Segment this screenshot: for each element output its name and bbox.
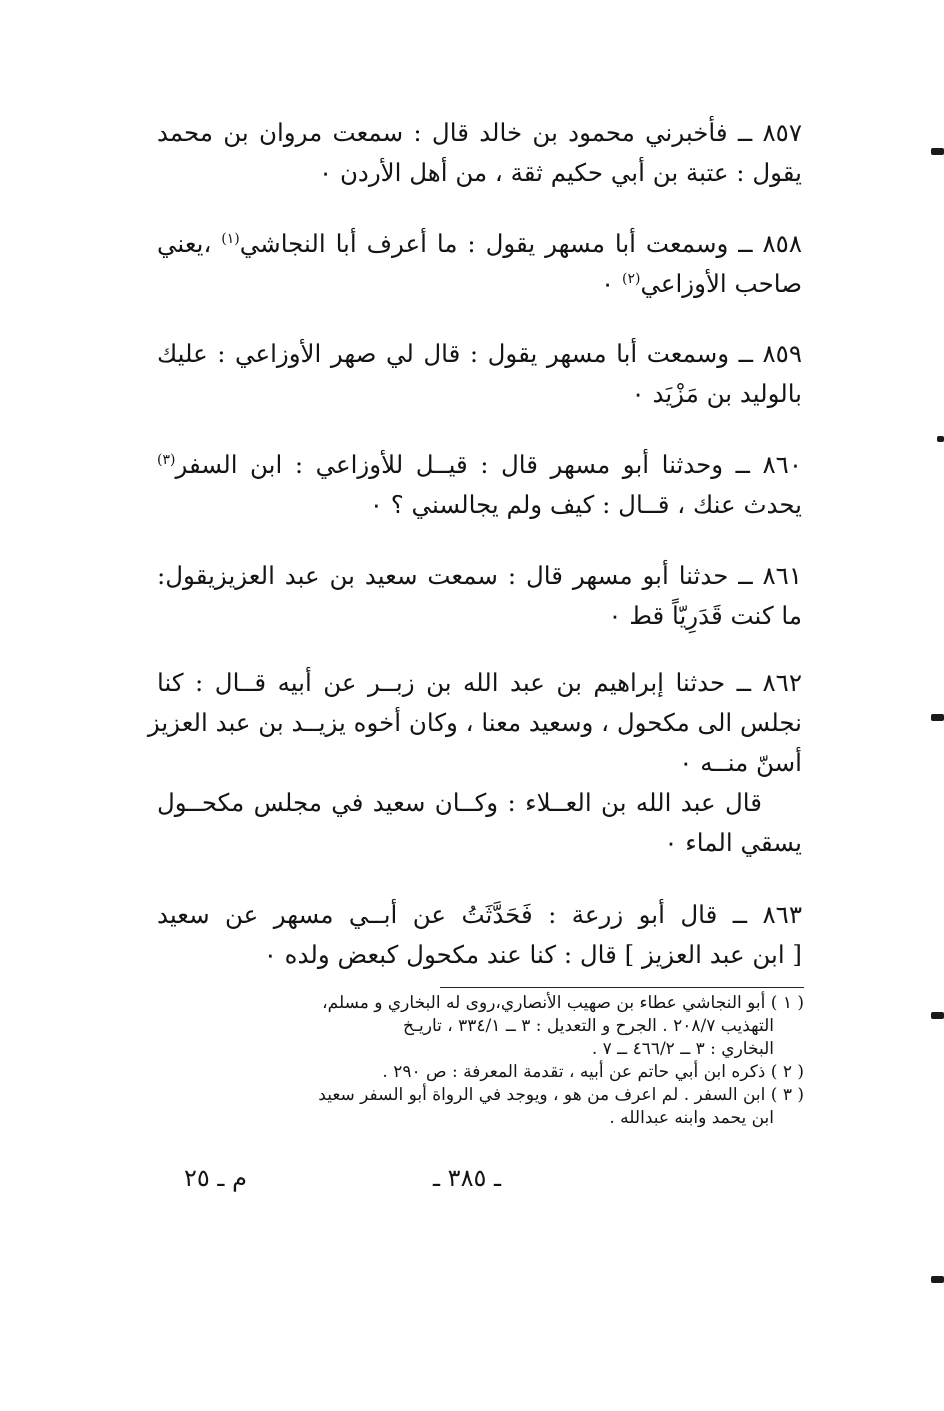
- entry-line: ٨٦٢ ــ حدثنا إبراهيم بن عبد الله بن زبــر عن أبيه قــال : كنا: [157, 668, 802, 697]
- entry-line: ٨٦٣ ــ قال أبو زرعة : فَحَدَّثَتُ عن أبــي مسهر عن سعيد: [157, 900, 802, 929]
- entry-line: نجلس الى مكحول ، وسعيد معنا ، وكان أخوه يزيــد بن عبد العزيز: [147, 708, 802, 737]
- entry-859: [157, 334, 802, 414]
- scan-edge-mark: [931, 1012, 944, 1019]
- footnote-line: ابن يحمد وابنه عبدالله .: [609, 1108, 774, 1128]
- footnote-2: [154, 1061, 804, 1084]
- footnote-1: [154, 992, 804, 1061]
- entry-line: ٨٥٩ ــ وسمعت أبا مسهر يقول : قال لي صهر الأوزاعي : عليك: [157, 339, 802, 368]
- entry-863: [157, 895, 802, 975]
- footnotes: [154, 992, 804, 1130]
- scan-edge-mark: [937, 436, 944, 442]
- entry-857: [157, 113, 802, 193]
- page-number: ـ ٣٨٥ ـ: [433, 1164, 502, 1192]
- entry-text: ٨٥٨ ــ وسمعت أبا مسهر يقول : ما أعرف أبا النجاشي: [239, 229, 802, 258]
- entry-line: ما كنت قَدَرِيّاً قط ٠: [608, 601, 802, 630]
- entry-858: [157, 224, 802, 304]
- entry-line: يحدث عنك ، قــال : كيف ولم يجالسني ؟ ٠: [369, 490, 802, 519]
- footnote-line: ( ٢ ) ذكره ابن أبي حاتم عن أبيه ، تقدمة المعرفة : ص ٢٩٠ .: [382, 1062, 804, 1082]
- entry-line: بالوليد بن مَزْيَد ٠: [631, 379, 802, 408]
- entry-line: [157, 445, 802, 485]
- footnote-reference: (٢): [621, 270, 641, 287]
- entry-line: [ ابن عبد العزيز ] قال : كنا عند مكحول كبعض ولده ٠: [263, 940, 802, 969]
- signature-mark: م ـ ٢٥: [184, 1164, 247, 1192]
- footnote-line: البخاري : ٣ ــ ٤٦٦/٢ ــ ٧ .: [591, 1039, 774, 1059]
- entry-line: ٨٦١ ــ حدثنا أبو مسهر قال : سمعت سعيد بن عبد العزيزيقول:: [157, 561, 802, 590]
- page-footer: [0, 1164, 944, 1198]
- entry-line: ٨٥٧ ــ فأخبرني محمود بن خالد قال : سمعت مروان بن محمد: [157, 118, 802, 147]
- scan-edge-mark: [931, 714, 944, 721]
- footnote-line: ( ١ ) أبو النجاشي عطاء بن صهيب الأنصاري،روى له البخاري و مسلم،: [322, 993, 804, 1013]
- entry-text: ٠: [601, 269, 622, 298]
- entry-862: [147, 663, 802, 863]
- entry-text: ٨٦٠ ــ وحدثنا أبو مسهر قال : قيــل للأوزاعي : ابن السفر: [175, 450, 802, 479]
- scan-edge-mark: [931, 148, 944, 155]
- entry-860: [157, 445, 802, 525]
- entry-text: صاحب الأوزاعي: [640, 269, 802, 298]
- footnote-3: [154, 1084, 804, 1130]
- entry-line: قال عبد الله بن العــلاء : وكــان سعيد في مجلس مكحــول: [157, 788, 762, 817]
- scan-edge-mark: [931, 1276, 944, 1283]
- entry-line: [157, 264, 802, 304]
- footnote-reference: (١): [221, 230, 240, 247]
- footnote-divider: [440, 987, 804, 988]
- entry-line: يسقي الماء ٠: [664, 828, 802, 857]
- footnote-reference: (٣): [157, 451, 176, 468]
- entry-line: أسنّ منــه ٠: [679, 748, 802, 777]
- entry-text: ،يعني: [157, 229, 222, 258]
- entry-line: [157, 224, 802, 264]
- footnote-line: التهذيب ٢٠٨/٧ . الجرح و التعديل : ٣ ــ ٣٣٤/١ ، تاريـخ: [403, 1016, 774, 1036]
- entry-line: يقول : عتبة بن أبي حكيم ثقة ، من أهل الأردن ٠: [318, 158, 802, 187]
- entry-861: [157, 556, 802, 636]
- footnote-line: ( ٣ ) ابن السفر . لم اعرف من هو ، ويوجد في الرواة أبو السفر سعيد: [318, 1085, 804, 1105]
